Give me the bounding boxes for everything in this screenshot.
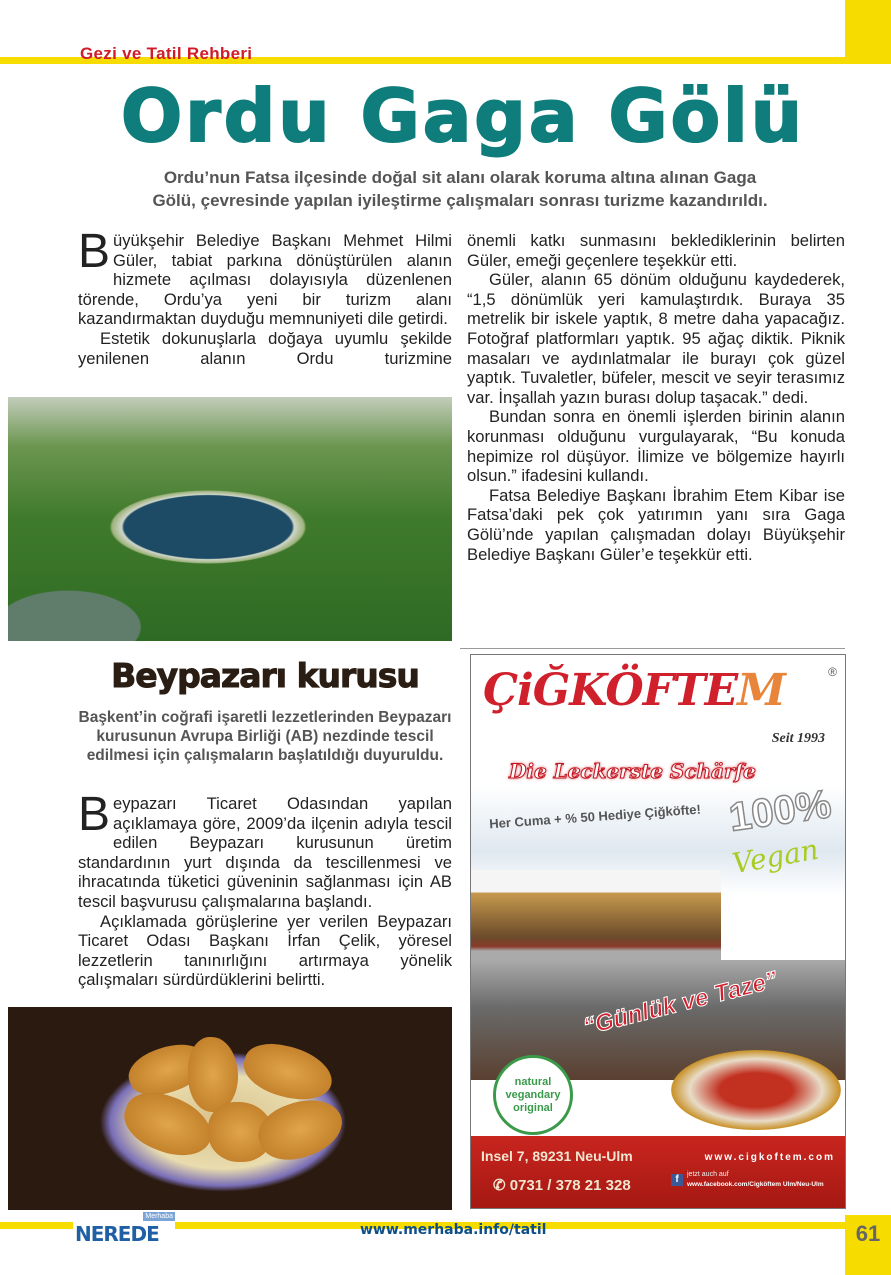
stamp-text: original [513, 1101, 553, 1114]
article2-subtitle: Başkent’in coğrafi işaretli lezzetlerinden Beypazarı kurusunun Avrupa Birliği (AB) nezdinde tescil edilmesi için çalışmaların başlatıldığı duyuruldu. [78, 709, 452, 764]
ad-footer [471, 1136, 846, 1208]
cigkoftem-advertisement[interactable] [470, 654, 846, 1209]
facebook-link[interactable]: www.facebook.com/Cigköftem Ulm/Neu-Ulm [687, 1181, 824, 1188]
phone[interactable]: ✆ 0731 / 378 21 328 [493, 1177, 631, 1194]
ad-slogan: Die Leckerste Schärfe [509, 759, 756, 783]
article2-body [78, 788, 452, 990]
storefront-photo [471, 870, 721, 960]
stamp-text: natural [514, 1075, 552, 1088]
paragraph: önemli katkı sunmasını beklediklerinin belirten Güler, emeği geçenlere teşekkür etti. [467, 231, 845, 270]
footer-url[interactable]: www.merhaba.info/tatil [360, 1222, 547, 1238]
paragraph [78, 225, 452, 329]
brand-logo: ÇiĞKÖFTEM [483, 665, 785, 716]
subtitle-line: Gölü, çevresinde yapılan iyileştirme çalışmaları sonrası turizme kazandırıldı. [152, 191, 768, 210]
drop-cap: B [78, 225, 111, 278]
website-link[interactable]: www.cigkoftem.com [704, 1152, 835, 1163]
article-column-left [78, 225, 452, 368]
percent-badge: 100% [726, 782, 834, 840]
facebook-pre: jetzt auch auf [687, 1171, 729, 1178]
nerede-logo [73, 1212, 175, 1248]
vegan-badge: Vegan [729, 832, 822, 881]
food-wrap-photo [671, 1050, 841, 1130]
article-title: Ordu Gaga Gölü [121, 74, 805, 158]
paragraph-text: üyükşehir Belediye Başkanı Mehmet Hilmi Güler, tabiat parkına dönüştürülen alanın hizmete açılması dolayısıyla düzenlenen törende, Ordu’ya yeni bir turizm alanı kazandırmaktan duyduğu memnuniyeti dile getirdi. [78, 231, 452, 329]
paragraph [78, 788, 452, 912]
paragraph: Estetik dokunuşlarla doğaya uyumlu şekilde yenilenen alanın Ordu turizmine [78, 328, 452, 368]
pastry [251, 1089, 350, 1170]
since-label: Seit 1993 [771, 731, 825, 746]
ad-tagline: “Günlük ve Taze” [580, 966, 781, 1041]
subtitle-line: Ordu’nun Fatsa ilçesinde doğal sit alanı olarak koruma altına alınan Gaga [163, 168, 757, 187]
kurusu-photo [8, 1007, 452, 1210]
paragraph: Güler, alanın 65 dönüm olduğunu kaydederek, “1,5 dönümlük yeri kamulaştırdık. Buraya 35 metrelik bir iskele yaptık, 8 metre daha yapacağız. Fotoğraf platformları yaptık. 95 ağaç diktik. Piknik masaları ve aydınlatmalar ile burayı çok güzel yaptık. Tuvaletler, büfeler, mescit ve seyir terasımız var. İnşallah yazın burası dolup taşacak.” dedi. [467, 270, 845, 407]
stamp-text: vegandary [505, 1088, 561, 1101]
logo-tag: Merhaba [145, 1213, 173, 1220]
promo-text: Her Cuma + % 50 Hediye Çiğköfte! [488, 801, 702, 832]
section-label: Gezi ve Tatil Rehberi [80, 44, 253, 63]
paragraph-text: eypazarı Ticaret Odasından yapılan açıklamaya göre, 2009’da ilçenin adıyla tescil edilen Beypazarı kurusunun üretim standardının yurt dışında da tescillenmesi ve ihracatında tüketici güveninin sağlanması için AB tescil başvurusu çalışmalarına başlandı. [78, 794, 452, 911]
paragraph: Bundan sonra en önemli işlerden birinin alanın korunması olduğunu vurgulayarak, “Bu konuda hepimize rol düşüyor. İlimize ve bölgemize hayırlı olsun.” ifadesini kullandı. [467, 407, 845, 486]
pastry [188, 1037, 238, 1112]
logo-text: NEREDE [75, 1222, 159, 1246]
article-column-right [467, 231, 845, 564]
lake-aerial-photo [8, 397, 452, 641]
vegan-stamp [493, 1055, 573, 1135]
pastry [238, 1036, 338, 1108]
top-accent-block [845, 0, 891, 62]
divider [460, 648, 845, 649]
address: Insel 7, 89231 Neu-Ulm [481, 1148, 633, 1164]
article2-title: Beypazarı kurusu [111, 656, 419, 695]
drop-cap: B [78, 788, 111, 841]
facebook-icon: f [671, 1174, 683, 1186]
paragraph: Fatsa Belediye Başkanı İbrahim Etem Kibar ise Fatsa’daki pek çok yatırımın yanı sıra Gaga Gölü’nde yapılan çalışmadan dolayı Büyükşehir Belediye Başkanı Güler’e teşekkür etti. [467, 485, 845, 564]
page-number: 61 [845, 1215, 891, 1275]
paragraph: Açıklamada görüşlerine yer verilen Beypazarı Ticaret Odası Başkanı İrfan Çelik, yöresel lezzetlerin tanınırlığını artırmaya yönelik çalışmaları sürdürdüklerini belirtti. [78, 911, 452, 990]
article-subtitle [70, 166, 850, 212]
registered-mark: ® [828, 665, 837, 679]
